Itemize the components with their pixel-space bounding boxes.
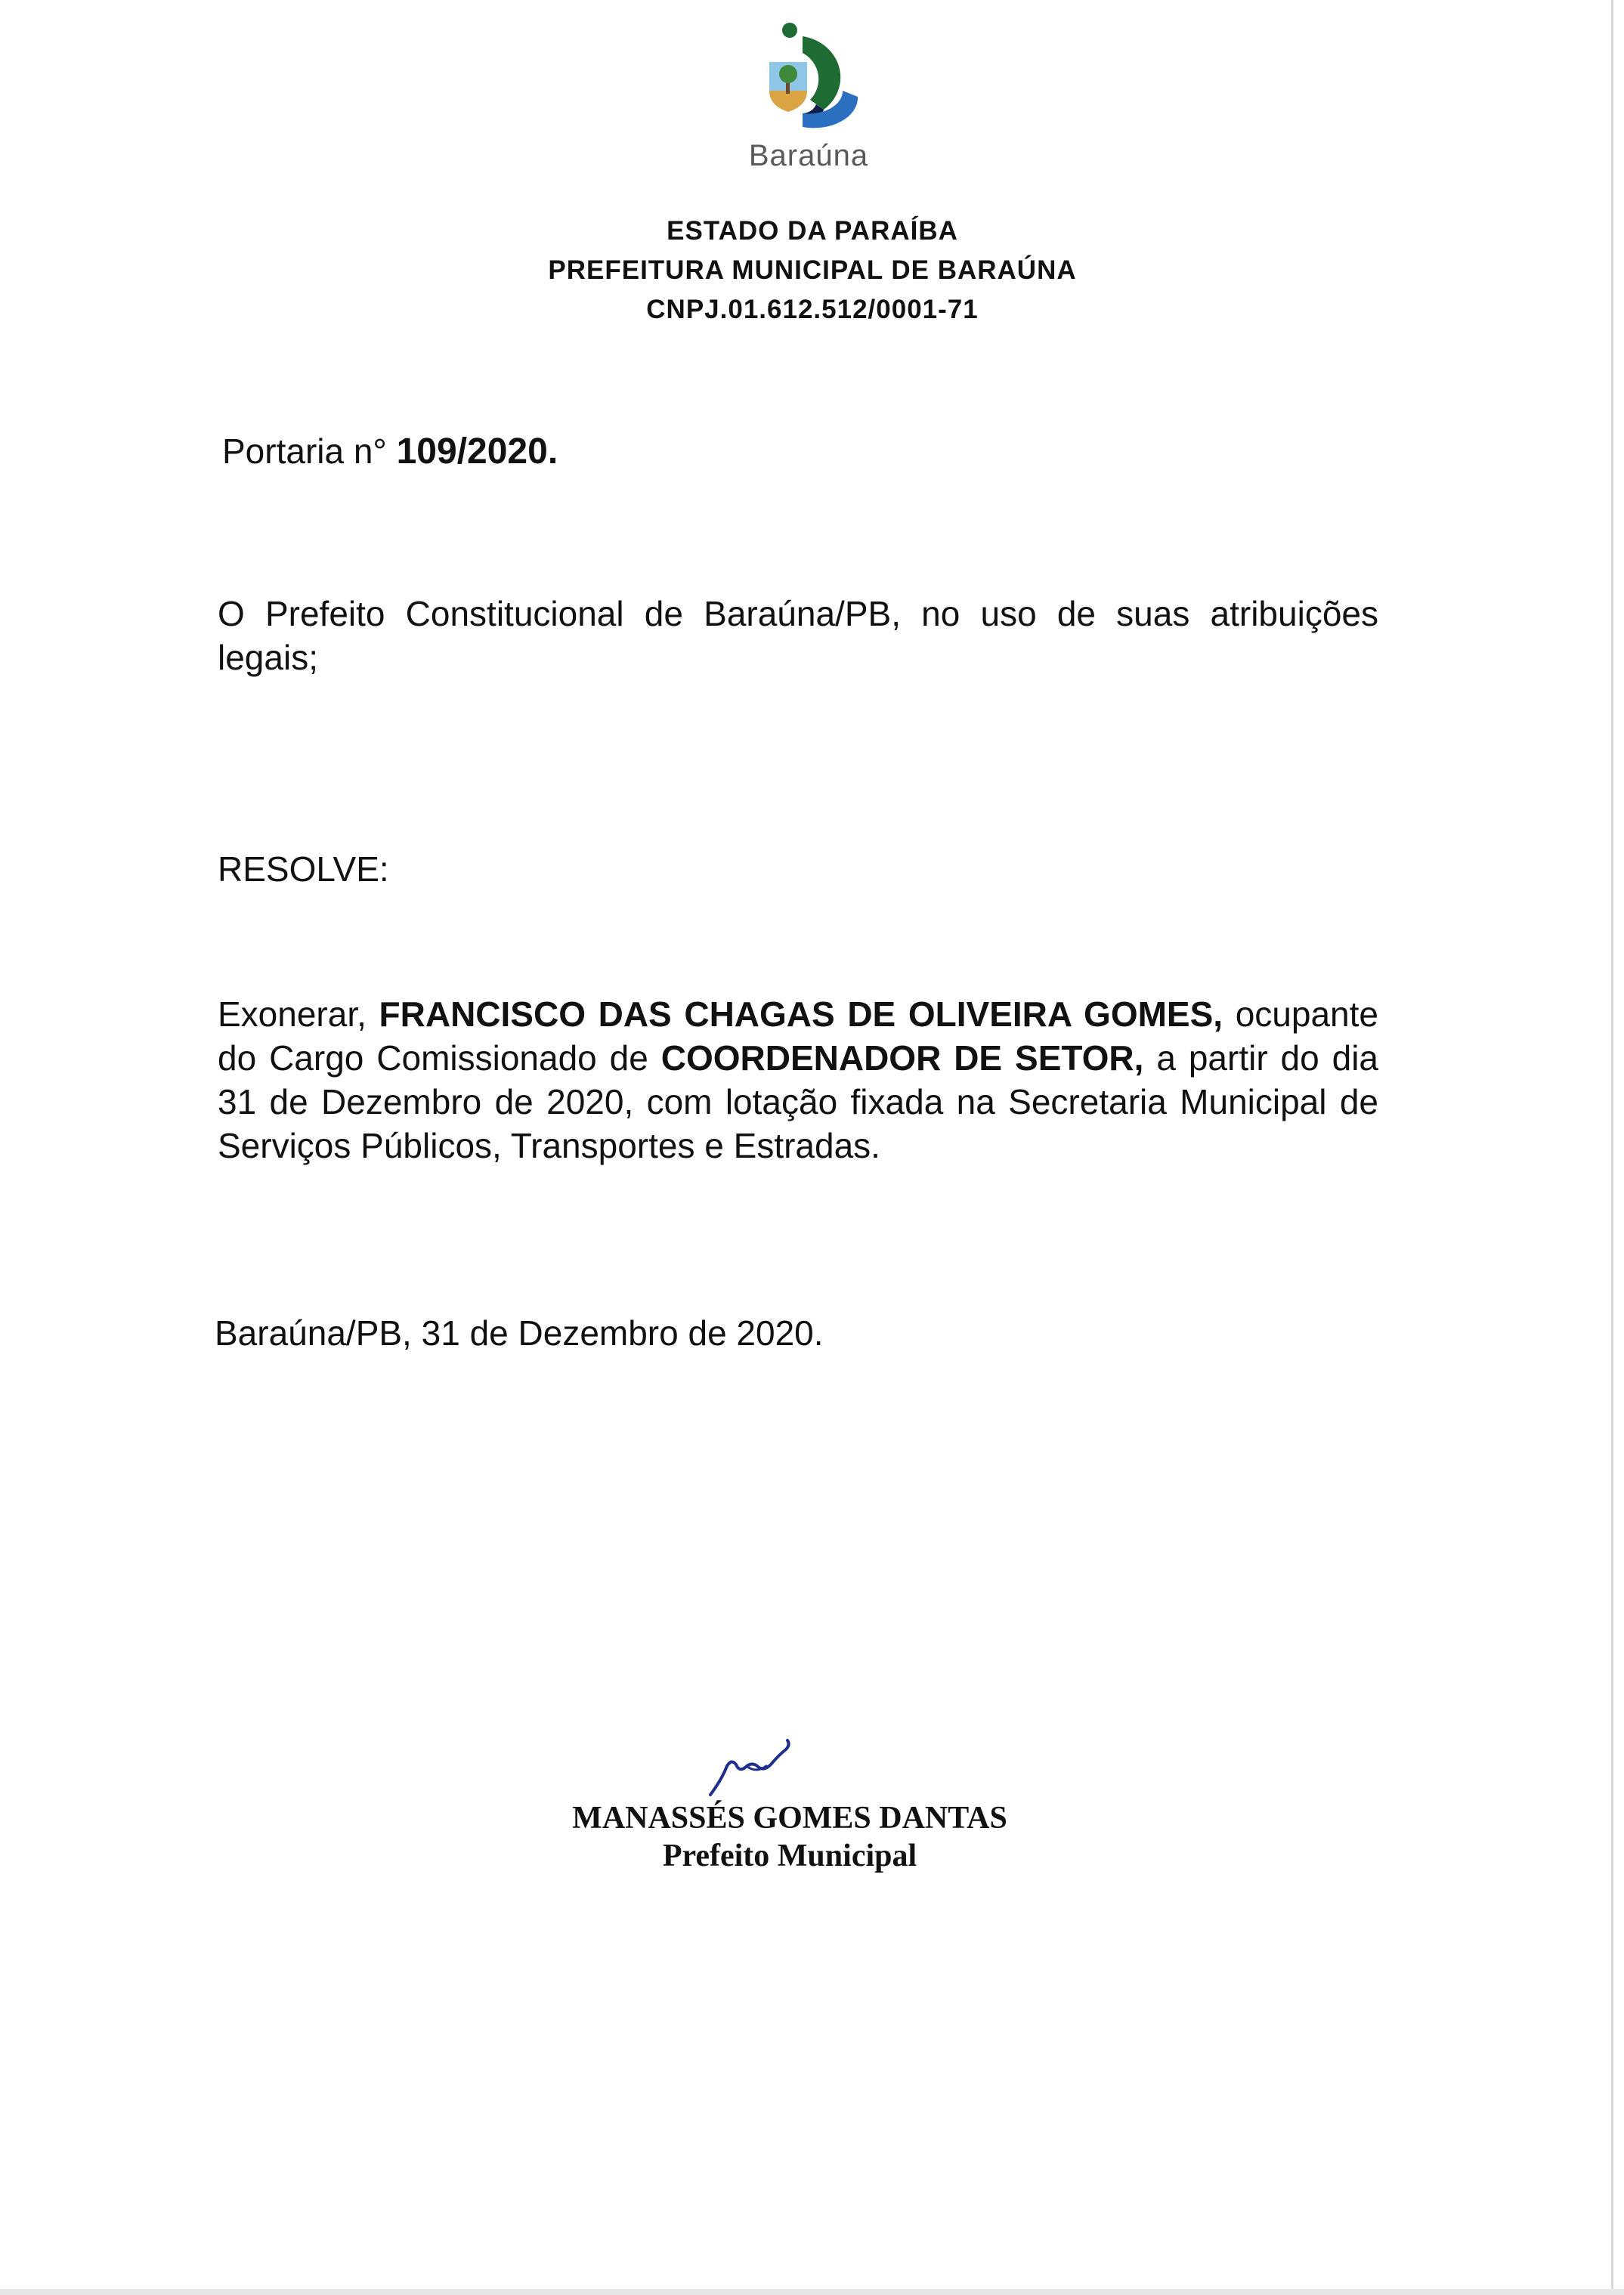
logo-emblem-icon bbox=[756, 15, 892, 144]
signer-title: Prefeito Municipal bbox=[662, 1839, 917, 1873]
signer-name: MANASSÉS GOMES DANTAS bbox=[572, 1801, 1007, 1836]
signature-block bbox=[529, 1799, 1050, 1875]
logo-dot bbox=[782, 23, 797, 38]
page-edge bbox=[1611, 0, 1613, 2295]
logo-tree-crown bbox=[779, 65, 797, 83]
handwritten-signature bbox=[703, 1727, 809, 1802]
body-paragraph bbox=[218, 992, 1378, 1168]
date-line: Baraúna/PB, 31 de Dezembro de 2020. bbox=[215, 1313, 824, 1353]
header-prefecture: PREFEITURA MUNICIPAL DE BARAÚNA bbox=[548, 255, 1077, 285]
body-part-3: a partir do dia 31 de Dezembro de 2020, com lotação fixada na Secretaria Municipal de Serviços Públicos, Transportes e Estradas. bbox=[218, 1038, 1379, 1165]
page-bottom-edge bbox=[0, 2289, 1624, 2295]
body-part-1: Exonerar, bbox=[218, 994, 379, 1034]
header-state: ESTADO DA PARAÍBA bbox=[667, 216, 958, 246]
logo-green-arc bbox=[803, 36, 840, 110]
body-part-2: ocupante do Cargo Comissionado de bbox=[218, 994, 1378, 1078]
document-header bbox=[378, 212, 1247, 329]
logo-shield-ground bbox=[769, 91, 807, 112]
logo-caption: Baraúna bbox=[748, 139, 869, 172]
portaria-label: Portaria n° bbox=[222, 431, 397, 471]
portaria-title bbox=[222, 431, 558, 472]
header-cnpj: CNPJ.01.612.512/0001-71 bbox=[646, 295, 979, 324]
portaria-number: 109/2020. bbox=[396, 431, 558, 472]
intro-paragraph: O Prefeito Constitucional de Baraúna/PB, no uso de suas atribuições legais; bbox=[218, 594, 1378, 677]
role-title: COORDENADOR DE SETOR, bbox=[660, 1038, 1144, 1078]
employee-name: FRANCISCO DAS CHAGAS DE OLIVEIRA GOMES, bbox=[379, 994, 1223, 1034]
resolve-heading: RESOLVE: bbox=[218, 849, 389, 889]
